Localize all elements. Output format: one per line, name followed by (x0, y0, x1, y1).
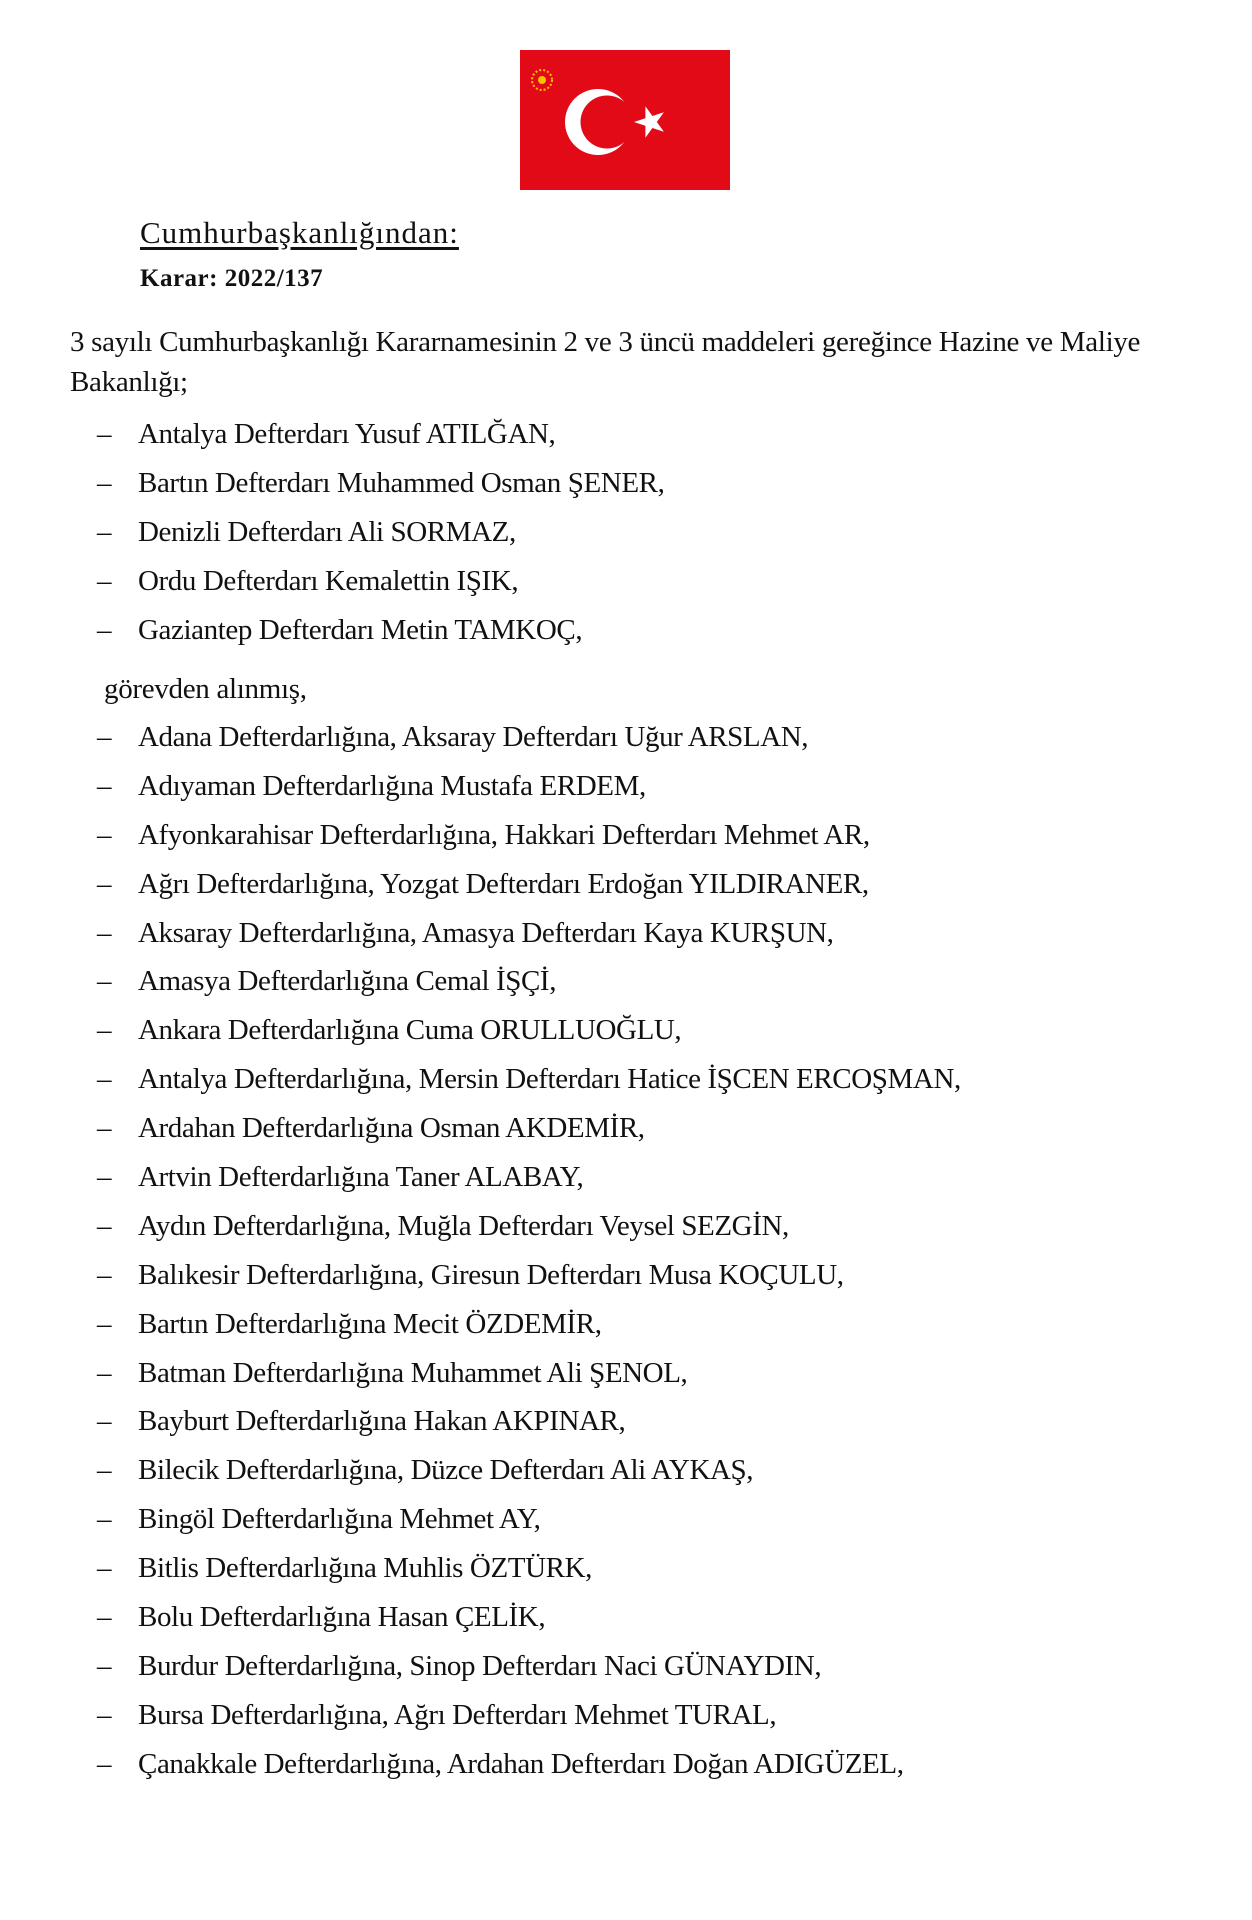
list-dash: – (96, 1405, 112, 1438)
appointed-item: – Ağrı Defterdarlığına, Yozgat Defterdarı Erdoğan YILDIRANER, (70, 860, 961, 909)
appointed-item: – Aksaray Defterdarlığına, Amasya Defterdarı Kaya KURŞUN, (70, 909, 961, 958)
removed-item: – Ordu Defterdarı Kemalettin IŞIK, (70, 557, 664, 606)
removed-suffix: görevden alınmış, (104, 673, 307, 705)
appointed-item: – Bitlis Defterdarlığına Muhlis ÖZTÜRK, (70, 1544, 961, 1593)
appointed-item: – Bartın Defterdarlığına Mecit ÖZDEMİR, (70, 1300, 961, 1349)
list-dash: – (96, 1454, 112, 1487)
appointed-item: – Afyonkarahisar Defterdarlığına, Hakkari Defterdarı Mehmet AR, (70, 811, 961, 860)
list-dash: – (96, 1503, 112, 1536)
removed-officials-list (70, 410, 664, 654)
appointed-item: – Bursa Defterdarlığına, Ağrı Defterdarı Mehmet TURAL, (70, 1691, 961, 1740)
appointed-item: – Amasya Defterdarlığına Cemal İŞÇİ, (70, 957, 961, 1006)
removed-item: – Bartın Defterdarı Muhammed Osman ŞENER, (70, 459, 664, 508)
list-dash: – (96, 1552, 112, 1585)
list-dash: – (96, 1014, 112, 1047)
appointed-item: – Bayburt Defterdarlığına Hakan AKPINAR, (70, 1397, 961, 1446)
list-dash: – (96, 1747, 112, 1780)
list-dash: – (96, 564, 112, 597)
appointed-item: – Batman Defterdarlığına Muhammet Ali ŞENOL, (70, 1349, 961, 1398)
appointed-item: – Adıyaman Defterdarlığına Mustafa ERDEM, (70, 762, 961, 811)
list-dash: – (96, 769, 112, 802)
appointed-item: – Bingöl Defterdarlığına Mehmet AY, (70, 1495, 961, 1544)
appointed-item: – Çanakkale Defterdarlığına, Ardahan Defterdarı Doğan ADIGÜZEL, (70, 1740, 961, 1789)
list-dash: – (96, 466, 112, 499)
list-dash: – (96, 1356, 112, 1389)
appointed-item: – Burdur Defterdarlığına, Sinop Defterdarı Naci GÜNAYDIN, (70, 1642, 961, 1691)
appointed-item: – Artvin Defterdarlığına Taner ALABAY, (70, 1153, 961, 1202)
appointed-item: – Ankara Defterdarlığına Cuma ORULLUOĞLU, (70, 1006, 961, 1055)
appointed-item: – Adana Defterdarlığına, Aksaray Defterdarı Uğur ARSLAN, (70, 713, 961, 762)
list-dash: – (96, 515, 112, 548)
decision-number: Karar: 2022/137 (140, 265, 324, 292)
appointed-item: – Balıkesir Defterdarlığına, Giresun Defterdarı Musa KOÇULU, (70, 1251, 961, 1300)
removed-item: – Antalya Defterdarı Yusuf ATILĞAN, (70, 410, 664, 459)
appointed-item: – Ardahan Defterdarlığına Osman AKDEMİR, (70, 1104, 961, 1153)
intro-paragraph: 3 sayılı Cumhurbaşkanlığı Kararnamesinin 2 ve 3 üncü maddeleri gereğince Hazine ve Maliye Bakanlığı; (70, 326, 1141, 398)
list-dash: – (96, 1649, 112, 1682)
removed-item: – Denizli Defterdarı Ali SORMAZ, (70, 508, 664, 557)
list-dash: – (96, 613, 112, 646)
list-dash: – (96, 1063, 112, 1096)
appointed-item: – Bolu Defterdarlığına Hasan ÇELİK, (70, 1593, 961, 1642)
authority-heading: Cumhurbaşkanlığından: (140, 215, 459, 250)
list-dash: – (96, 1112, 112, 1145)
crescent-inner (581, 96, 634, 149)
list-dash: – (96, 1601, 112, 1634)
list-dash: – (96, 1209, 112, 1242)
appointed-item: – Aydın Defterdarlığına, Muğla Defterdarı Veysel SEZGİN, (70, 1202, 961, 1251)
list-dash: – (96, 867, 112, 900)
list-dash: – (96, 916, 112, 949)
list-dash: – (96, 1161, 112, 1194)
appointed-officials-list (70, 713, 961, 1789)
appointed-item: – Bilecik Defterdarlığına, Düzce Defterdarı Ali AYKAŞ, (70, 1446, 961, 1495)
list-dash: – (96, 1698, 112, 1731)
list-dash: – (96, 1258, 112, 1291)
turkish-flag-emblem (520, 50, 730, 190)
list-dash: – (96, 818, 112, 851)
appointed-item: – Antalya Defterdarlığına, Mersin Defterdarı Hatice İŞCEN ERCOŞMAN, (70, 1055, 961, 1104)
list-dash: – (96, 418, 112, 450)
removed-item: – Gaziantep Defterdarı Metin TAMKOÇ, (70, 606, 664, 655)
list-dash: – (96, 721, 112, 753)
list-dash: – (96, 1307, 112, 1340)
list-dash: – (96, 965, 112, 998)
